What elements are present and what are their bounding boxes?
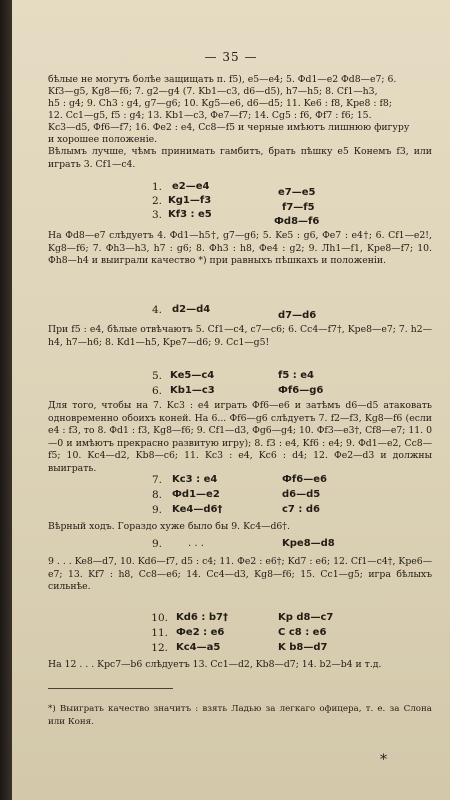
black-move: Фf6—e6 <box>282 474 327 485</box>
move-number: 5. <box>151 370 162 382</box>
move-number: 2. <box>151 195 162 207</box>
end-mark: * <box>380 752 387 768</box>
white-move: Фe2 : e6 <box>176 627 225 638</box>
white-move: Ke4—d6† <box>172 504 223 515</box>
white-move: Kb1—c3 <box>170 385 215 396</box>
black-move: d6—d5 <box>282 489 321 500</box>
move-number: 4. <box>151 304 162 316</box>
black-move: Фf6—g6 <box>278 385 324 396</box>
move-number: 9. <box>151 504 162 516</box>
white-move: Kc4—a5 <box>176 642 221 653</box>
white-move: Kf3 : e5 <box>168 209 212 220</box>
move-number: 11. <box>151 627 168 639</box>
paragraph: На Фd8—e7 слѣдуетъ 4. Фd1—h5†, g7—g6; 5. Ke5 : g6, Фe7 : e4†; 6. Cf1—e2!, Kg8—f6; 7. Фh3—h3, h7 : g6; 8. Фh3 : h8, Фe4 : g2; 9. Лh1—f1, Kpe8—f7; 10. Фh8—h4 и выиграли качество *) при равныхъ пѣшкахъ и положеніи. <box>48 230 432 267</box>
intro-line: Kf3—g5, Kg8—f6; 7. g2—g4 (7. Kb1—c3, d6—d5), h7—h5; 8. Cf1—h3, <box>48 86 378 97</box>
white-move: e2—e4 <box>172 181 210 192</box>
black-move: C c8 : e6 <box>278 627 327 638</box>
paragraph: Вѣлымъ лучше, чѣмъ принимать гамбитъ, брать пѣшку e5 Конемъ f3, или играть 3. Cf1—c4. <box>48 146 432 170</box>
move-number: 1. <box>151 181 162 193</box>
black-move: Фd8—f6 <box>274 216 320 227</box>
paragraph: 9 . . . Ke8—d7, 10. Kd6—f7, d5 : c4; 11. Фe2 : e6†; Kd7 : e6; 12. Cf1—c4†, Kpe6—e7; 13. Kf7 : h8, Cc8—e6; 14. Cc4—d3, Kg8—f6; 15. Cc1—g5; игра бѣлыхъ сильнѣе. <box>48 556 432 593</box>
move-number: 3. <box>151 209 162 221</box>
footnote-divider <box>48 688 173 689</box>
page-number: — 35 — <box>204 50 258 64</box>
white-move: Ke5—c4 <box>170 370 215 381</box>
paragraph: При f5 : e4, бѣлые отвѣчаютъ 5. Cf1—c4, c7—c6; 6. Cc4—f7†, Kpe8—e7; 7. h2—h4, h7—h6; 8. Kd1—h5, Kpe7—d6; 9. Cc1—g5! <box>48 324 432 348</box>
paragraph: Вѣрный ходъ. Гораздо хуже было бы 9. Kc4—d6†. <box>48 521 290 532</box>
black-move: Kp d8—c7 <box>278 612 334 623</box>
black-move: f7—f5 <box>282 202 315 213</box>
white-move: Kg1—f3 <box>168 195 212 206</box>
paragraph: На 12 . . . Kpc7—b6 слѣдуетъ 13. Cc1—d2, Kb8—d7; 14. b2—b4 и т.д. <box>48 659 382 670</box>
intro-line: Kc3—d5, Фf6—f7; 16. Фe2 : e4, Cc8—f5 и черные имѣютъ лишнюю фигуру <box>48 122 410 133</box>
intro-line: h5 : g4; 9. Ch3 : g4, g7—g6; 10. Kg5—e6, d6—d5; 11. Ke6 : f8, Kpe8 : f8; <box>48 98 392 109</box>
book-gutter <box>0 0 12 800</box>
white-move: d2—d4 <box>172 304 211 315</box>
intro-line: 12. Cc1—g5, f5 : g4; 13. Kb1—c3, Фe7—f7; 14. Cg5 : f6, Фf7 : f6; 15. <box>48 110 372 121</box>
black-move: K b8—d7 <box>278 642 328 653</box>
black-move: Kpe8—d8 <box>282 538 335 549</box>
intro-line: и хорошее положеніе. <box>48 134 158 145</box>
move-number: 10. <box>151 612 168 624</box>
move-number: 12. <box>151 642 168 654</box>
book-page <box>12 0 450 800</box>
white-move: Фd1—e2 <box>172 489 220 500</box>
intro-line: бѣлые не могутъ болѣе защищать п. f5), e5—e4; 5. Фd1—e2 Фd8—e7; 6. <box>48 74 397 85</box>
white-move: Kc3 : e4 <box>172 474 218 485</box>
footnote: *) Выиграть качество значитъ : взять Ладью за легкаго офицера, т. е. за Слона или Коня. <box>48 704 432 727</box>
black-move: c7 : d6 <box>282 504 320 515</box>
black-move: d7—d6 <box>278 310 317 321</box>
move-number: 6. <box>151 385 162 397</box>
move-number: 8. <box>151 489 162 501</box>
paragraph: Для того, чтобы на 7. Kc3 : e4 играть Фf6—e6 и затѣмъ d6—d5 атаковать одновременно обоихъ коней. На 6... Фf6—g6 слѣдуетъ 7. f2—f3, Kg8—f6 (если e4 : f3, то 8. Фd1 : f3, Kg8—f6; 9. Cf1—d3, Фg6—g4; 10. Фf3—e3†, Cf8—e7; 11. 0—0 и имѣютъ прекрасно развитую игру); 8. f3 : e4, Kf6 : e4; 9. Фd1—e2, Cc8—f5; 10. Kc4—d2, Kb8—c6; 11. Kc3 : e4, Kc6 : d4; 12. Фe2—d3 и должны выиграть. <box>48 400 432 474</box>
white-move: . . . <box>188 538 204 549</box>
black-move: e7—e5 <box>278 187 316 198</box>
move-number: 7. <box>151 474 162 486</box>
black-move: f5 : e4 <box>278 370 315 381</box>
white-move: Kd6 : b7† <box>176 612 228 623</box>
move-number: 9. <box>151 538 162 550</box>
